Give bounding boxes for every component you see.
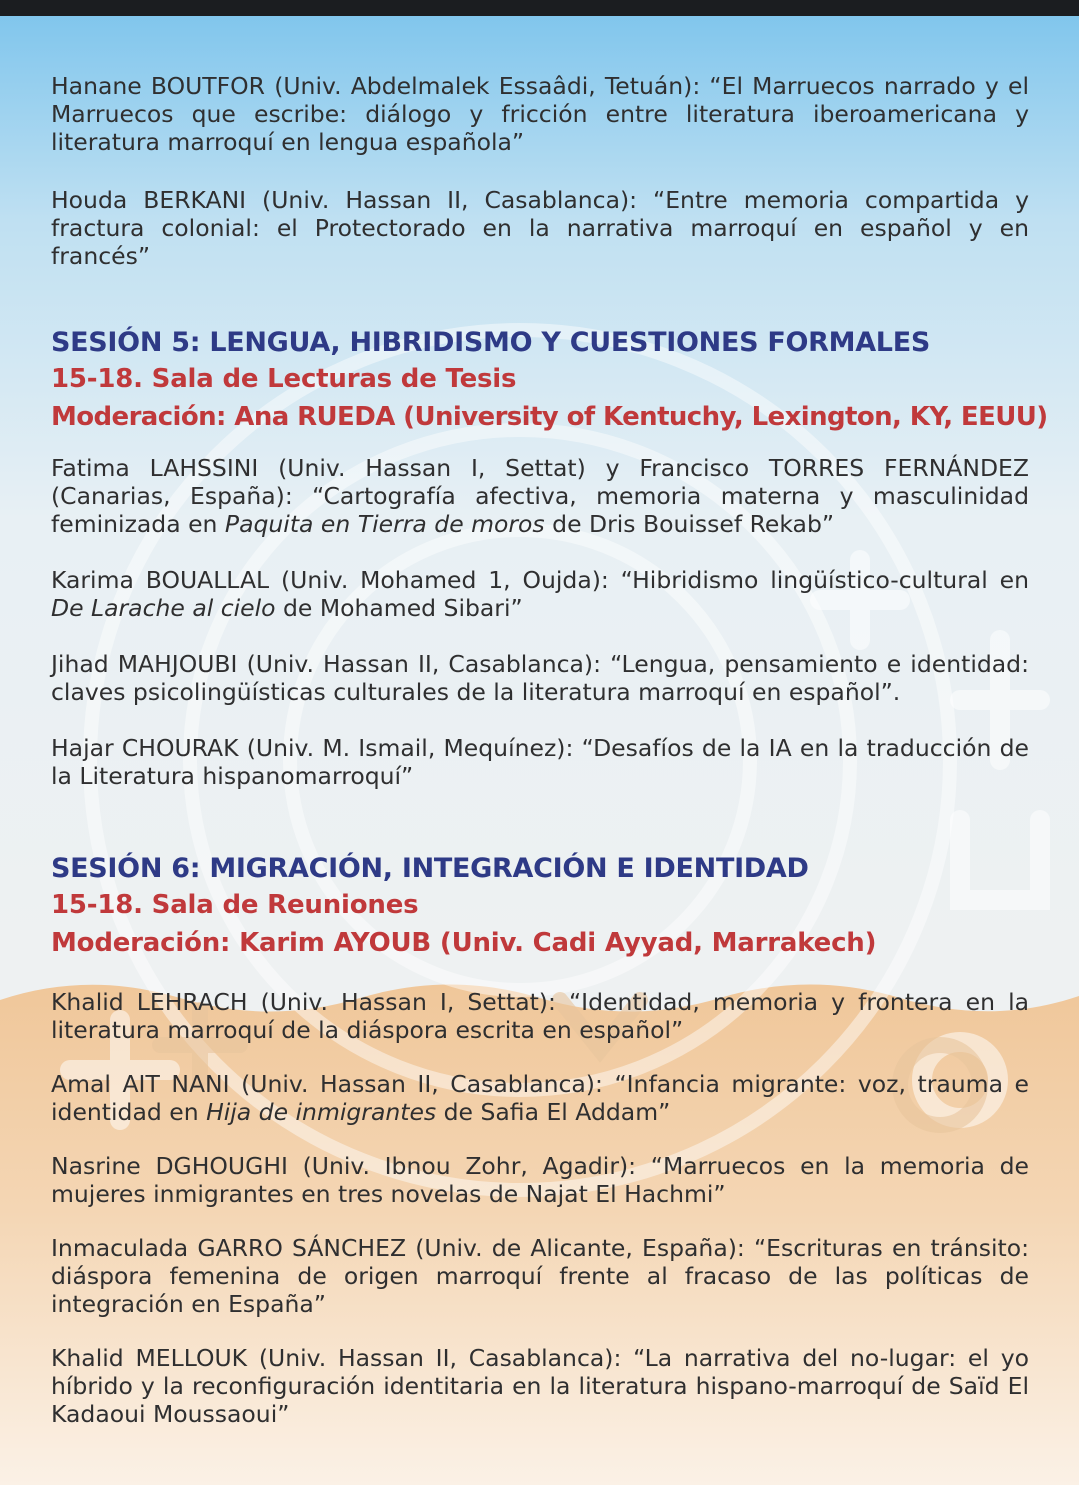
session-5-title: SESIÓN 5: LENGUA, HIBRIDISMO Y CUESTIONES FORMALES: [51, 327, 930, 358]
presentation-entry: Jihad MAHJOUBI (Univ. Hassan II, Casablanca): “Lengua, pensamiento e identidad: claves psicolingüísticas culturales de la literatura marroquí en español”.: [51, 650, 1029, 706]
program-content: [51, 72, 1048, 1428]
presentation-entry: Amal AIT NANI (Univ. Hassan II, Casablanca): “Infancia migrante: voz, trauma e identidad en Hija de inmigrantes de Safia El Addam”: [51, 1070, 1029, 1126]
presentation-entry: Hajar CHOURAK (Univ. M. Ismail, Mequínez): “Desafíos de la IA en la traducción de la Literatura hispanomarroquí”: [51, 734, 1029, 790]
presentation-entry: Khalid LEHRACH (Univ. Hassan I, Settat): “Identidad, memoria y frontera en la literatura marroquí de la diáspora escrita en español”: [51, 988, 1029, 1044]
presentation-entry: Inmaculada GARRO SÁNCHEZ (Univ. de Alicante, España): “Escrituras en tránsito: diáspora femenina de origen marroquí frente al fracaso de las políticas de integración en España”: [51, 1234, 1029, 1318]
presentation-entry: Karima BOUALLAL (Univ. Mohamed 1, Oujda): “Hibridismo lingüístico-cultural en De Larache al cielo de Mohamed Sibari”: [51, 566, 1029, 622]
presentation-entry: Houda BERKANI (Univ. Hassan II, Casablanca): “Entre memoria compartida y fractura colonial: el Protectorado en la narrativa marroquí en español y en francés”: [51, 186, 1029, 270]
presentation-entry: Fatima LAHSSINI (Univ. Hassan I, Settat) y Francisco TORRES FERNÁNDEZ (Canarias, España): “Cartografía afectiva, memoria materna y masculinidad feminizada en Paquita en Tierra de moros de Dris Bouissef Rekab”: [51, 454, 1029, 538]
session-6-title: SESIÓN 6: MIGRACIÓN, INTEGRACIÓN E IDENTIDAD: [51, 853, 809, 884]
session-6-time-room: 15-18. Sala de Reuniones: [51, 890, 419, 920]
session-5-time-room: 15-18. Sala de Lecturas de Tesis: [51, 364, 517, 394]
presentation-entry: Khalid MELLOUK (Univ. Hassan II, Casablanca): “La narrativa del no-lugar: el yo híbrido y la reconfiguración identitaria en la literatura hispano-marroquí de Saïd El Kadaoui Moussaoui”: [51, 1344, 1029, 1428]
presentation-entry: Hanane BOUTFOR (Univ. Abdelmalek Essaâdi, Tetuán): “El Marruecos narrado y el Marruecos que escribe: diálogo y fricción entre literatura iberoamericana y literatura marroquí en lengua española”: [51, 72, 1029, 156]
session-5-moderation: Moderación: Ana RUEDA (University of Kentuchy, Lexington, KY, EEUU): [51, 402, 1048, 432]
session-6-moderation: Moderación: Karim AYOUB (Univ. Cadi Ayyad, Marrakech): [51, 928, 877, 958]
presentation-entry: Nasrine DGHOUGHI (Univ. Ibnou Zohr, Agadir): “Marruecos en la memoria de mujeres inmigrantes en tres novelas de Najat El Hachmi”: [51, 1152, 1029, 1208]
